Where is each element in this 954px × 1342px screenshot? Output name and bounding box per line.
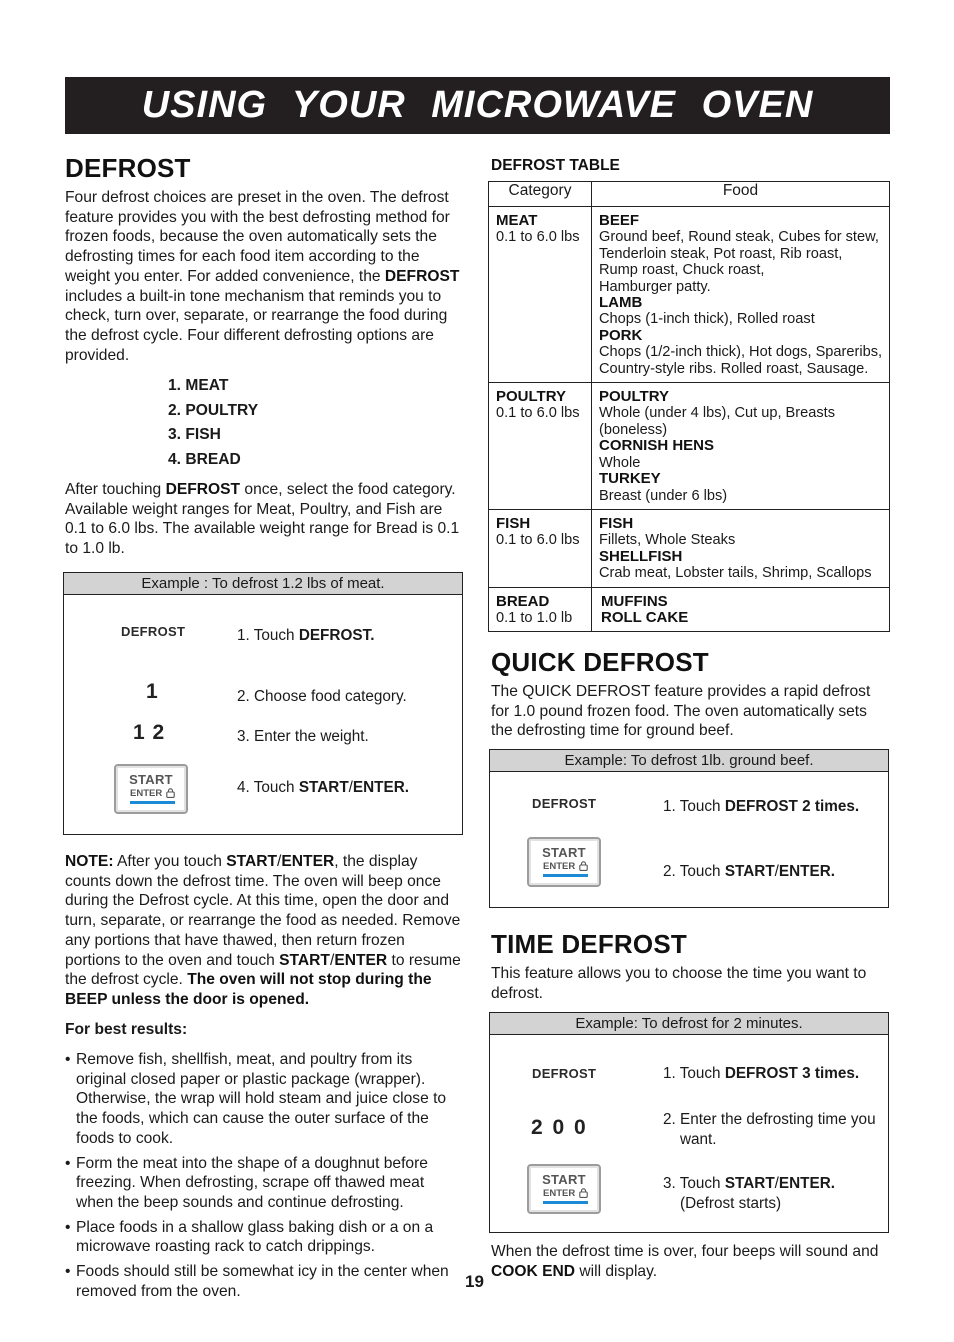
lock-icon — [579, 861, 588, 871]
enter-underline — [543, 1201, 588, 1204]
food-cell — [592, 207, 890, 383]
start-label: START — [129, 772, 173, 787]
page-banner — [65, 77, 890, 134]
food-group-line — [599, 295, 886, 311]
table-row — [489, 509, 890, 587]
food-group-line — [599, 438, 886, 454]
food-item-line: Tenderloin steak, Pot roast, Rib roast, — [599, 245, 843, 262]
food-group-title: CORNISH HENS — [599, 437, 715, 455]
food-item-line: Chops (1-inch thick), Rolled roast — [599, 311, 815, 328]
table-row — [489, 207, 890, 383]
display-defrost-label: DEFROST — [532, 1066, 597, 1081]
enter-underline — [543, 874, 588, 877]
option-poultry: 2. POULTRY — [168, 401, 259, 419]
example-step-2: 2. Choose food category. — [237, 688, 407, 705]
food-item-line: Ground beef, Round steak, Cubes for stew, — [599, 229, 879, 246]
enter-underline — [130, 801, 175, 804]
example-step-2: 2. Enter the defrosting time you want. — [663, 1111, 876, 1148]
food-item-line: Hamburger patty. — [599, 278, 711, 295]
food-cell — [592, 383, 890, 510]
example-step-3: 3. Enter the weight. — [237, 728, 369, 745]
food-group-title: POULTRY — [599, 388, 669, 406]
option-meat: 1. MEAT — [168, 377, 229, 394]
category-name: BREAD — [496, 592, 550, 610]
food-cell — [592, 587, 890, 632]
food-item-line: Fillets, Whole Steaks — [599, 532, 736, 549]
banner-title: USING YOUR MICROWAVE OVEN — [141, 84, 814, 126]
category-name: MEAT — [496, 212, 538, 229]
example-step-4: 4. Touch START/ENTER. — [237, 779, 410, 796]
category-name: POULTRY — [496, 388, 566, 406]
food-item-line: Breast (under 6 lbs) — [599, 487, 728, 504]
food-group-title: LAMB — [599, 294, 643, 312]
food-group-title: FISH — [599, 514, 634, 532]
start-label: START — [542, 1172, 586, 1187]
food-item-line: Country-style ribs. Rolled roast, Sausage. — [599, 360, 869, 377]
food-group-line — [599, 471, 886, 487]
category-weight-range: 0.1 to 1.0 lb — [496, 609, 573, 626]
defrost-intro: Four defrost choices are preset in the oven. The defrost feature provides you with the best defrosting method for frozen foods, because the oven automatically sets the defrosting times for each food item according to the weight you enter. For added convenience, the DEFROST includes a built-in tone mechanism that reminds you to check, turn over, separate, or rearrange the food during the defrost cycle. Four different defrosting options are provided. — [65, 189, 460, 364]
enter-label: ENTER — [543, 1188, 576, 1199]
lock-icon — [579, 1188, 588, 1198]
example-step-1: 1. Touch DEFROST 2 times. — [663, 798, 860, 815]
quick-defrost-desc: The QUICK DEFROST feature provides a rapid defrost for 1.0 pound frozen food. The oven automatically sets the defrosting time for ground beef. — [491, 683, 871, 740]
list-item: • Form the meat into the shape of a doughnut before freezing. When defrosting, scrape off thawed meat when the beep sounds and continue defrosting. — [65, 1154, 428, 1211]
start-enter-button[interactable] — [527, 1164, 601, 1214]
option-bread: 4. BREAD — [168, 450, 241, 468]
example-step-1: 1. Touch DEFROST 3 times. — [663, 1065, 860, 1082]
food-group-line — [599, 516, 886, 532]
food-group-line — [601, 594, 886, 610]
category-weight-range: 0.1 to 6.0 lbs — [496, 532, 580, 549]
defrost-table-title: DEFROST TABLE — [491, 157, 620, 174]
category-weight-range: 0.1 to 6.0 lbs — [496, 229, 580, 246]
display-digits-time: 2 0 0 — [531, 1116, 586, 1139]
food-group-line — [599, 389, 886, 405]
enter-label: ENTER — [130, 788, 163, 799]
category-cell — [489, 587, 592, 632]
food-item-line: Whole (under 4 lbs), Cut up, Breasts — [599, 405, 836, 422]
defrost-example-box — [63, 572, 463, 835]
defrost-after-text: After touching DEFROST once, select the food category. Available weight ranges for Meat, Poultry, and Fish are 0.1 to 6.0 lbs. The available weight range for Bread is 0.1 to 1.0 lb. — [65, 481, 460, 558]
food-group-title: TURKEY — [599, 470, 661, 488]
list-item: • Remove fish, shellfish, meat, and poultry from its original closed paper or plastic package (wrapper). Otherwise, the wrap will hold steam and juice close to the foods, which can cause the outer surface of the foods to cook. — [65, 1051, 447, 1147]
example-step-3: 3. Touch START/ENTER. (Defrost starts) — [663, 1175, 836, 1212]
bullet-mark: • — [65, 1263, 71, 1281]
example-step-2: 2. Touch START/ENTER. — [663, 863, 836, 880]
enter-label: ENTER — [543, 861, 576, 872]
quick-defrost-example-box — [489, 749, 889, 908]
defrost-heading: DEFROST — [65, 153, 191, 183]
example-caption: Example: To defrost for 2 minutes. — [490, 1013, 888, 1035]
example-step-1: 1. Touch DEFROST. — [237, 627, 375, 644]
category-weight-range: 0.1 to 6.0 lbs — [496, 405, 580, 422]
example-caption: Example : To defrost 1.2 lbs of meat. — [64, 573, 462, 595]
food-group-title: ROLL CAKE — [601, 608, 689, 626]
time-defrost-desc: This feature allows you to choose the time you want to defrost. — [491, 965, 867, 1002]
lock-icon — [166, 788, 175, 798]
food-item-line: Chops (1/2-inch thick), Hot dogs, Spareribs, — [599, 344, 883, 361]
food-group-title: BEEF — [599, 212, 640, 229]
bullet-mark: • — [65, 1154, 71, 1172]
best-results-title: For best results: — [65, 1021, 188, 1038]
display-digit-weight: 1 2 — [133, 721, 165, 744]
time-defrost-example-box — [489, 1012, 889, 1233]
example-caption: Example: To defrost 1lb. ground beef. — [490, 750, 888, 772]
defrost-note: NOTE: After you touch START/ENTER, the display counts down the defrost time. The oven will beep once during the Defrost cycle. At this time, open the door and turn, separate, or rearrange the food as needed. Remove any portions that have thawed, then return frozen portions to the oven and touch START/ENTER to resume the defrost cycle. The oven will not stop during the BEEP unless the door is opened. — [65, 853, 461, 1008]
display-defrost-label: DEFROST — [121, 624, 186, 639]
start-enter-button[interactable] — [114, 764, 188, 814]
best-results-list — [65, 1050, 465, 1306]
bullet-mark: • — [65, 1051, 71, 1068]
food-cell — [592, 509, 890, 587]
page-number: 19 — [465, 1272, 484, 1291]
category-cell — [489, 383, 592, 510]
time-defrost-heading: TIME DEFROST — [491, 929, 687, 959]
start-enter-button[interactable] — [527, 837, 601, 887]
food-group-line — [599, 328, 886, 344]
food-item-line: (boneless) — [599, 421, 668, 438]
table-row — [489, 383, 890, 510]
table-row — [489, 587, 890, 632]
list-item: • Foods should still be somewhat icy in the center when removed from the oven. — [65, 1263, 449, 1300]
food-group-title: MUFFINS — [601, 592, 668, 610]
display-defrost-label: DEFROST — [532, 796, 597, 811]
category-cell — [489, 207, 592, 383]
bullet-mark: • — [65, 1218, 71, 1236]
food-group-line — [599, 549, 886, 565]
time-defrost-end-text: When the defrost time is over, four beeps will sound and COOK END will display. — [491, 1243, 879, 1280]
defrost-options-list — [168, 376, 258, 474]
header-category: Category — [489, 182, 592, 207]
food-group-title: PORK — [599, 326, 643, 344]
food-group-title: SHELLFISH — [599, 547, 683, 565]
display-digit-category: 1 — [146, 680, 158, 703]
start-label: START — [542, 845, 586, 860]
category-name: FISH — [496, 514, 531, 532]
option-fish: 3. FISH — [168, 426, 221, 443]
defrost-table — [488, 181, 890, 632]
list-item: • Place foods in a shallow glass baking dish or a on a microwave roasting rack to catch drippings. — [65, 1218, 434, 1256]
header-food: Food — [592, 182, 890, 207]
quick-defrost-heading: QUICK DEFROST — [491, 647, 709, 677]
food-item-line: Crab meat, Lobster tails, Shrimp, Scallops — [599, 565, 872, 582]
food-group-line — [601, 610, 886, 626]
table-header-row — [489, 182, 890, 207]
category-cell — [489, 509, 592, 587]
food-group-line — [599, 213, 886, 229]
food-item-line: Whole — [599, 454, 641, 471]
food-item-line: Rump roast, Chuck roast, — [599, 262, 765, 279]
